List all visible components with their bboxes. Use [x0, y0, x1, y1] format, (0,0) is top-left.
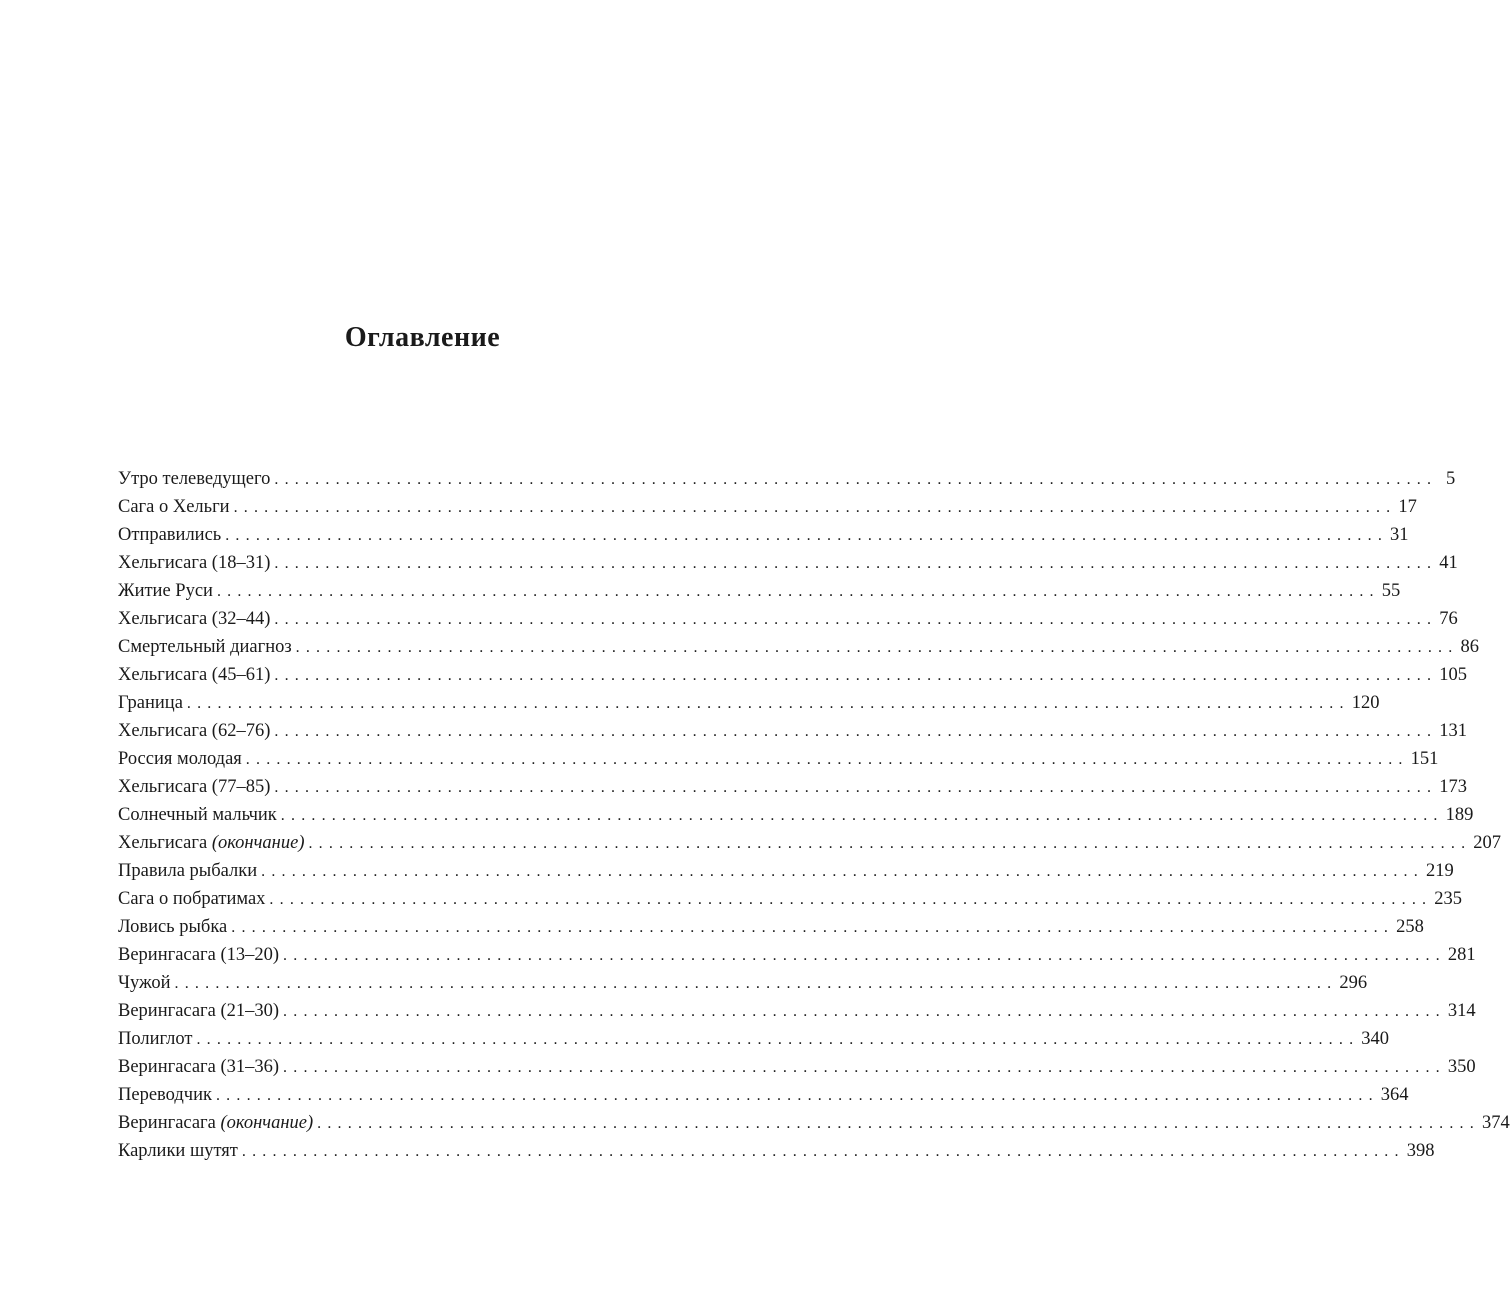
toc-leader-dots: ..................................................................................................................	[225, 527, 1389, 544]
toc-entry-title: Смертельный диагноз	[118, 637, 292, 657]
toc-leader-dots: ..................................................................................................................	[308, 835, 1472, 852]
toc-entry[interactable]	[118, 661, 1467, 689]
toc-entry[interactable]	[118, 689, 1380, 717]
toc-entry-title: Хельгисага (окончание)	[118, 833, 305, 853]
toc-entry[interactable]	[118, 997, 1476, 1025]
toc-leader-dots: ..................................................................................................................	[274, 667, 1438, 684]
toc-page-number: 258	[1396, 917, 1424, 937]
toc-entry[interactable]	[118, 885, 1462, 913]
toc-leader-dots: ..................................................................................................................	[231, 919, 1395, 936]
toc-entry[interactable]	[118, 493, 1417, 521]
toc-entry[interactable]	[118, 717, 1467, 745]
toc-entry-title: Солнечный мальчик	[118, 805, 277, 825]
toc-page-number: 207	[1473, 833, 1502, 853]
toc-entry-title: Граница	[118, 693, 183, 713]
toc-entry-title: Отправились	[118, 525, 222, 545]
toc-page-number: 374	[1481, 1113, 1510, 1133]
toc-leader-dots: ..................................................................................................................	[174, 975, 1338, 992]
toc-page-number: 131	[1439, 721, 1467, 741]
toc-leader-dots: ..................................................................................................................	[283, 1059, 1446, 1076]
toc-entry[interactable]	[118, 1025, 1390, 1053]
toc-page-number: 364	[1380, 1085, 1409, 1105]
toc-entry[interactable]	[118, 577, 1401, 605]
toc-leader-dots: ..................................................................................................................	[295, 639, 1459, 656]
toc-entry-title: Сага о Хельги	[118, 497, 230, 517]
toc-entry[interactable]	[118, 801, 1474, 829]
toc-entry[interactable]	[118, 521, 1409, 549]
toc-page-number: 340	[1361, 1029, 1390, 1049]
toc-entry[interactable]	[118, 857, 1454, 885]
toc-leader-dots: ..................................................................................................................	[245, 751, 1409, 768]
toc-page-number: 173	[1439, 777, 1467, 797]
toc-page-number: 17	[1398, 497, 1417, 517]
toc-leader-dots: ..................................................................................................................	[233, 499, 1397, 516]
toc-page-number: 86	[1460, 637, 1479, 657]
toc-entry-title: Хельгисага (32–44)	[118, 609, 271, 629]
toc-page-number: 41	[1439, 553, 1458, 573]
toc-entry[interactable]	[118, 605, 1458, 633]
toc-leader-dots: ..................................................................................................................	[215, 1087, 1379, 1104]
toc-entry[interactable]	[118, 829, 1502, 857]
page-title: Оглавление	[344, 322, 501, 353]
toc-entry-title: Верингасага (21–30)	[118, 1001, 280, 1021]
toc-leader-dots: ..................................................................................................................	[283, 947, 1446, 964]
toc-page-number: 31	[1390, 525, 1409, 545]
toc-leader-dots: ..................................................................................................................	[283, 1003, 1446, 1020]
toc-page-number: 235	[1434, 889, 1462, 909]
toc-entry-title: Карлики шутят	[118, 1141, 238, 1161]
toc-entry-title: Ловись рыбка	[118, 917, 228, 937]
toc-page-number: 55	[1381, 581, 1401, 601]
toc-page-number: 105	[1439, 665, 1467, 685]
toc-page-number: 398	[1406, 1141, 1435, 1161]
toc-entry-title: Правила рыбалки	[118, 861, 258, 881]
toc-leader-dots: ..................................................................................................................	[274, 471, 1438, 488]
toc-leader-dots: ..................................................................................................................	[269, 891, 1433, 908]
toc-leader-dots: ..................................................................................................................	[241, 1143, 1405, 1160]
toc-entry-title: Утро телеведущего	[118, 469, 271, 489]
toc-entry[interactable]	[118, 633, 1479, 661]
toc-entry-title: Россия молодая	[118, 749, 242, 769]
toc-entry-title: Полиглот	[118, 1029, 193, 1049]
toc-leader-dots: ..................................................................................................................	[274, 555, 1438, 572]
toc-entry[interactable]	[118, 913, 1424, 941]
toc-entry[interactable]	[118, 745, 1439, 773]
toc-entry-title: Верингасага (31–36)	[118, 1057, 280, 1077]
toc-leader-dots: ..................................................................................................................	[317, 1115, 1480, 1132]
toc-entry-title: Верингасага (13–20)	[118, 945, 280, 965]
toc-entry[interactable]	[118, 549, 1458, 577]
toc-entry-title: Хельгисага (45–61)	[118, 665, 271, 685]
toc-entry[interactable]	[118, 969, 1368, 997]
toc-entry[interactable]	[118, 941, 1476, 969]
toc-entry[interactable]	[118, 465, 1456, 493]
toc-page-number: 296	[1339, 973, 1368, 993]
toc-page-number: 120	[1351, 693, 1380, 713]
toc-entry-title: Житие Руси	[118, 581, 213, 601]
table-of-contents	[118, 465, 1510, 1165]
toc-entry-title: Переводчик	[118, 1085, 212, 1105]
toc-entry[interactable]	[118, 1109, 1510, 1137]
toc-entry[interactable]	[118, 1053, 1476, 1081]
toc-leader-dots: ..................................................................................................................	[274, 779, 1438, 796]
toc-entry-title: Верингасага (окончание)	[118, 1113, 314, 1133]
toc-leader-dots: ..................................................................................................................	[196, 1031, 1360, 1048]
toc-page-number: 314	[1447, 1001, 1476, 1021]
toc-leader-dots: ..................................................................................................................	[261, 863, 1424, 880]
toc-leader-dots: ..................................................................................................................	[274, 723, 1438, 740]
toc-entry[interactable]	[118, 773, 1467, 801]
toc-page-number: 76	[1439, 609, 1458, 629]
toc-entry-title: Хельгисага (77–85)	[118, 777, 271, 797]
toc-leader-dots: ..................................................................................................................	[274, 611, 1438, 628]
toc-entry-title: Сага о побратимах	[118, 889, 266, 909]
toc-page-number: 5	[1445, 469, 1456, 489]
toc-leader-dots: ..................................................................................................................	[186, 695, 1350, 712]
toc-entry-title: Хельгисага (18–31)	[118, 553, 271, 573]
toc-leader-dots: ..................................................................................................................	[216, 583, 1380, 600]
toc-entry[interactable]	[118, 1137, 1435, 1165]
toc-entry-title: Хельгисага (62–76)	[118, 721, 271, 741]
toc-entry-title: Чужой	[118, 973, 171, 993]
toc-page-number: 189	[1445, 805, 1474, 825]
toc-leader-dots: ..................................................................................................................	[280, 807, 1444, 824]
toc-page-number: 151	[1410, 749, 1439, 769]
toc-page-number: 350	[1447, 1057, 1476, 1077]
toc-page-number: 219	[1425, 861, 1454, 881]
toc-page-number: 281	[1447, 945, 1476, 965]
toc-entry[interactable]	[118, 1081, 1409, 1109]
